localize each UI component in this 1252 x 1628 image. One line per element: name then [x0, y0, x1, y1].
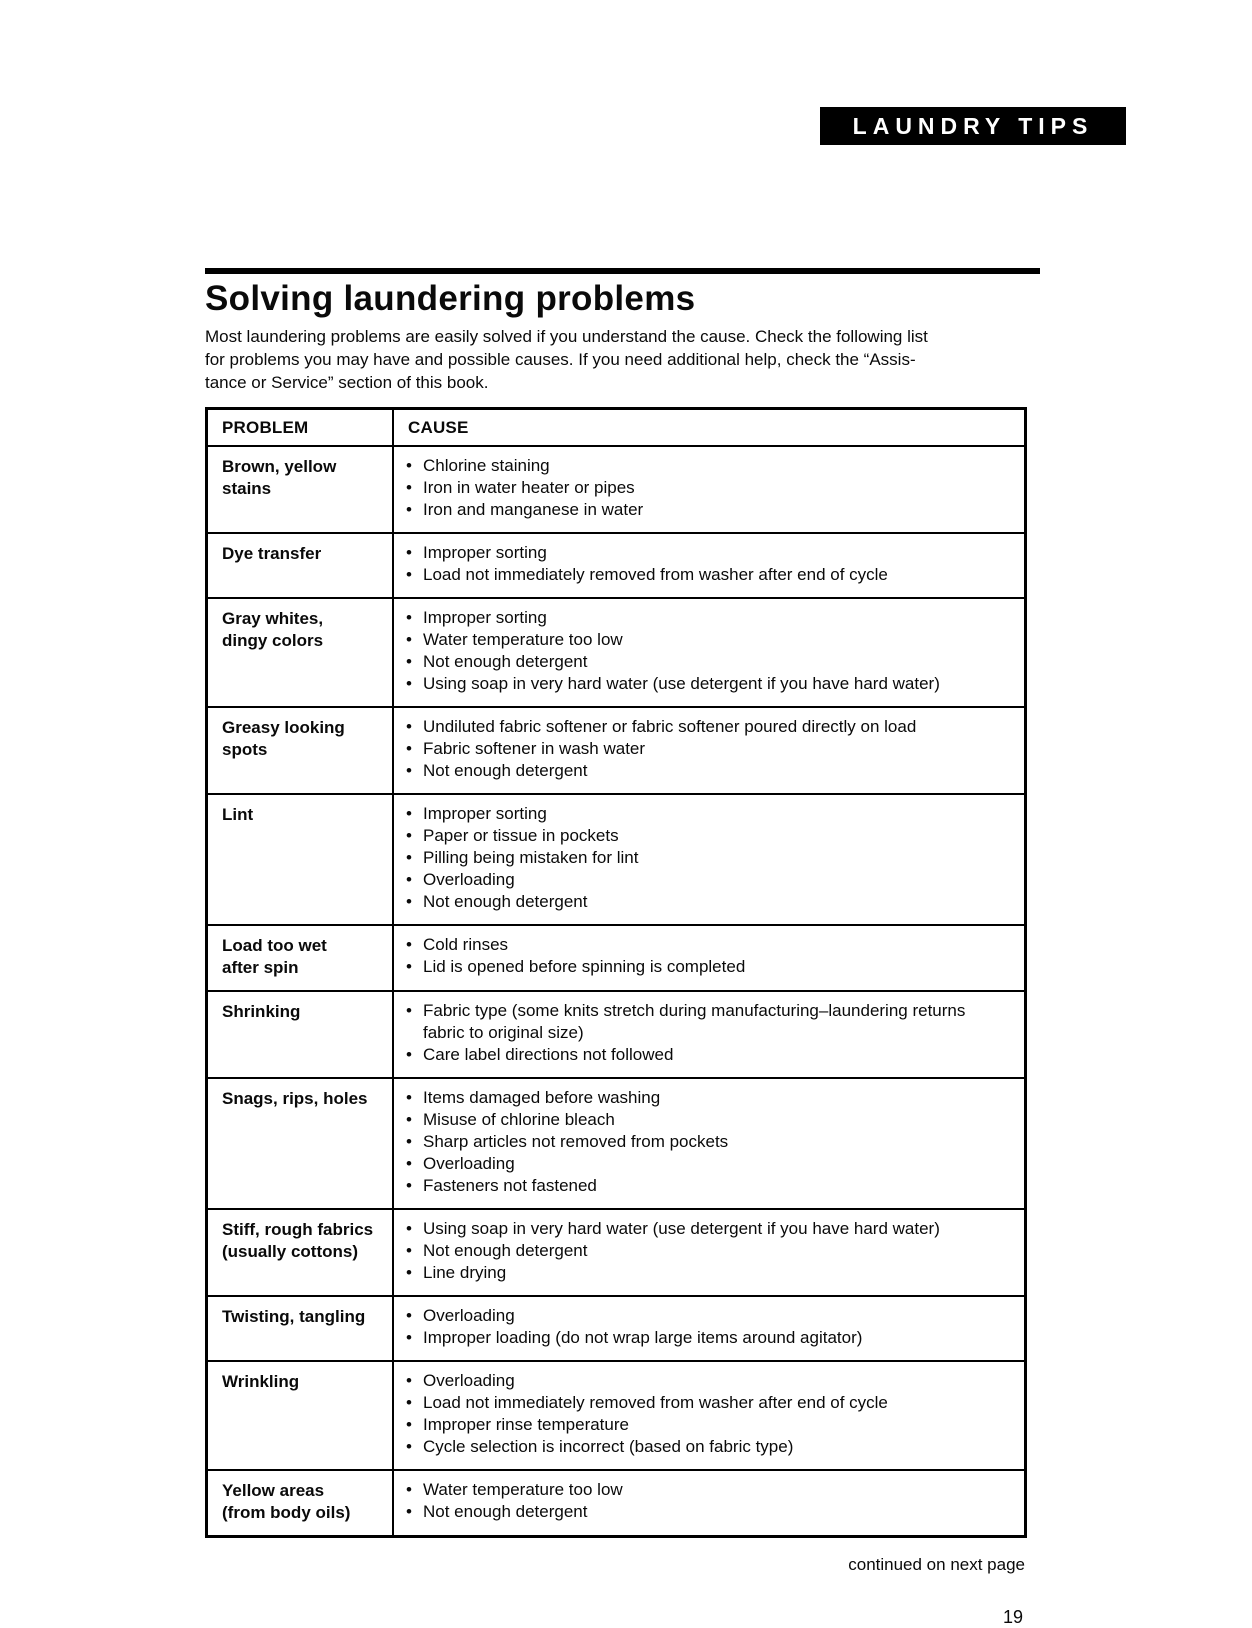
table-row: [207, 598, 1026, 707]
problem-label-line: spots: [222, 740, 268, 759]
title-rule: [205, 268, 1040, 274]
table-row: [207, 707, 1026, 794]
problem-label-line: (usually cottons): [222, 1242, 359, 1261]
problem-label-line: Load too wet: [222, 936, 327, 955]
table-row: [207, 533, 1026, 598]
cause-item: • Iron and manganese in water: [406, 499, 1008, 521]
cause-cell: [393, 1296, 1026, 1361]
table-row: [207, 446, 1026, 533]
problem-label-line: Wrinkling: [222, 1372, 300, 1391]
problem-label-line: Lint: [222, 805, 254, 824]
cause-cell: [393, 1078, 1026, 1209]
cause-item: • Using soap in very hard water (use detergent if you have hard water): [406, 673, 1008, 695]
table-row: [207, 1361, 1026, 1470]
intro-line: Most laundering problems are easily solved if you understand the cause. Check the following list: [205, 327, 928, 346]
cause-item: • Water temperature too low: [406, 1479, 1008, 1501]
table-row: [207, 1209, 1026, 1296]
page-number: 19: [1002, 1607, 1023, 1627]
cause-list: [406, 455, 1008, 521]
cause-cell: [393, 446, 1026, 533]
intro-line: for problems you may have and possible causes. If you need additional help, check the “Assis-: [205, 350, 916, 369]
cause-item: • Improper loading (do not wrap large items around agitator): [406, 1327, 1008, 1349]
table-row: [207, 1470, 1026, 1537]
intro-line: tance or Service” section of this book.: [205, 373, 489, 392]
table-row: [207, 794, 1026, 925]
cause-item: • Overloading: [406, 1153, 1008, 1175]
intro-paragraph: [205, 325, 1027, 394]
cause-item: • Line drying: [406, 1262, 1008, 1284]
cause-item: • Sharp articles not removed from pockets: [406, 1131, 1008, 1153]
cause-item: • Misuse of chlorine bleach: [406, 1109, 1008, 1131]
cause-item: • Overloading: [406, 869, 1008, 891]
cause-item: • Not enough detergent: [406, 1501, 1008, 1523]
cause-item: • Fasteners not fastened: [406, 1175, 1008, 1197]
cause-item: • Lid is opened before spinning is completed: [406, 956, 1008, 978]
problem-label-line: Twisting, tangling: [222, 1307, 366, 1326]
table-row: [207, 925, 1026, 991]
col-header-cause: CAUSE: [393, 409, 1026, 447]
cause-item: • Load not immediately removed from washer after end of cycle: [406, 564, 1008, 586]
problem-cell: [207, 598, 394, 707]
problem-cell: [207, 991, 394, 1078]
cause-item: • Not enough detergent: [406, 760, 1008, 782]
problem-cell: [207, 533, 394, 598]
problem-label-line: Yellow areas: [222, 1481, 325, 1500]
problem-label-line: after spin: [222, 958, 299, 977]
cause-item: • Overloading: [406, 1370, 1008, 1392]
cause-item: • Items damaged before washing: [406, 1087, 1008, 1109]
table-row: [207, 1078, 1026, 1209]
cause-list: [406, 934, 1008, 978]
problem-label-line: Brown, yellow: [222, 457, 337, 476]
problem-cell: [207, 707, 394, 794]
problem-label-line: stains: [222, 479, 272, 498]
cause-item: • Water temperature too low: [406, 629, 1008, 651]
problem-label-line: Gray whites,: [222, 609, 324, 628]
problem-label-line: Dye transfer: [222, 544, 322, 563]
cause-cell: [393, 1361, 1026, 1470]
table-row: [207, 991, 1026, 1078]
cause-item: • Not enough detergent: [406, 891, 1008, 913]
table-body: [207, 446, 1026, 1537]
table-header: [207, 409, 1026, 447]
cause-item: • Improper sorting: [406, 803, 1008, 825]
problem-label-line: (from body oils): [222, 1503, 351, 1522]
cause-item: • Not enough detergent: [406, 1240, 1008, 1262]
cause-list: [406, 607, 1008, 695]
cause-item: • Cycle selection is incorrect (based on fabric type): [406, 1436, 1008, 1458]
cause-item: • Load not immediately removed from washer after end of cycle: [406, 1392, 1008, 1414]
cause-list: [406, 1087, 1008, 1197]
cause-item: • Iron in water heater or pipes: [406, 477, 1008, 499]
cause-item: • Improper rinse temperature: [406, 1414, 1008, 1436]
cause-cell: [393, 598, 1026, 707]
cause-list: [406, 803, 1008, 913]
cause-list: [406, 1000, 1008, 1066]
cause-list: [406, 1370, 1008, 1458]
cause-list: [406, 1218, 1008, 1284]
cause-item: • Using soap in very hard water (use detergent if you have hard water): [406, 1218, 1008, 1240]
cause-item: • Chlorine staining: [406, 455, 1008, 477]
problem-label-line: Greasy looking: [222, 718, 345, 737]
cause-item: • Cold rinses: [406, 934, 1008, 956]
cause-cell: [393, 533, 1026, 598]
problem-label-line: Stiff, rough fabrics: [222, 1220, 374, 1239]
cause-item: • Pilling being mistaken for lint: [406, 847, 1008, 869]
cause-cell: [393, 1209, 1026, 1296]
problem-label-line: dingy colors: [222, 631, 324, 650]
cause-list: [406, 716, 1008, 782]
page-content: [205, 268, 1027, 1628]
col-header-problem: PROBLEM: [207, 409, 394, 447]
problem-label-line: Shrinking: [222, 1002, 301, 1021]
problem-cell: [207, 1361, 394, 1470]
problem-cell: [207, 1078, 394, 1209]
cause-item: • Not enough detergent: [406, 651, 1008, 673]
cause-item: • Improper sorting: [406, 542, 1008, 564]
cause-item: • Overloading: [406, 1305, 1008, 1327]
section-banner: [820, 107, 1126, 145]
table-row: [207, 1296, 1026, 1361]
problem-cell: [207, 1209, 394, 1296]
problem-cell: [207, 1470, 394, 1537]
cause-cell: [393, 1470, 1026, 1537]
cause-list: [406, 1479, 1008, 1523]
cause-item: • Care label directions not followed: [406, 1044, 1008, 1066]
continued-note: continued on next page: [848, 1555, 1025, 1574]
problem-cell: [207, 1296, 394, 1361]
cause-item: • Fabric softener in wash water: [406, 738, 1008, 760]
cause-cell: [393, 991, 1026, 1078]
cause-item: • Paper or tissue in pockets: [406, 825, 1008, 847]
cause-item: • Undiluted fabric softener or fabric softener poured directly on load: [406, 716, 1008, 738]
problem-cell: [207, 925, 394, 991]
cause-cell: [393, 925, 1026, 991]
cause-cell: [393, 794, 1026, 925]
cause-list: [406, 542, 1008, 586]
section-banner-label: LAUNDRY TIPS: [852, 112, 1094, 139]
header-row: [207, 409, 1026, 447]
cause-cell: [393, 707, 1026, 794]
problem-cell: [207, 794, 394, 925]
cause-item: • Improper sorting: [406, 607, 1008, 629]
cause-list: [406, 1305, 1008, 1349]
cause-item: • Fabric type (some knits stretch during manufacturing–laundering returns fabric to original size): [406, 1000, 1008, 1044]
problem-cell: [207, 446, 394, 533]
page-title: Solving laundering problems: [205, 279, 696, 318]
problems-table: [205, 407, 1027, 1538]
problem-label-line: Snags, rips, holes: [222, 1089, 368, 1108]
